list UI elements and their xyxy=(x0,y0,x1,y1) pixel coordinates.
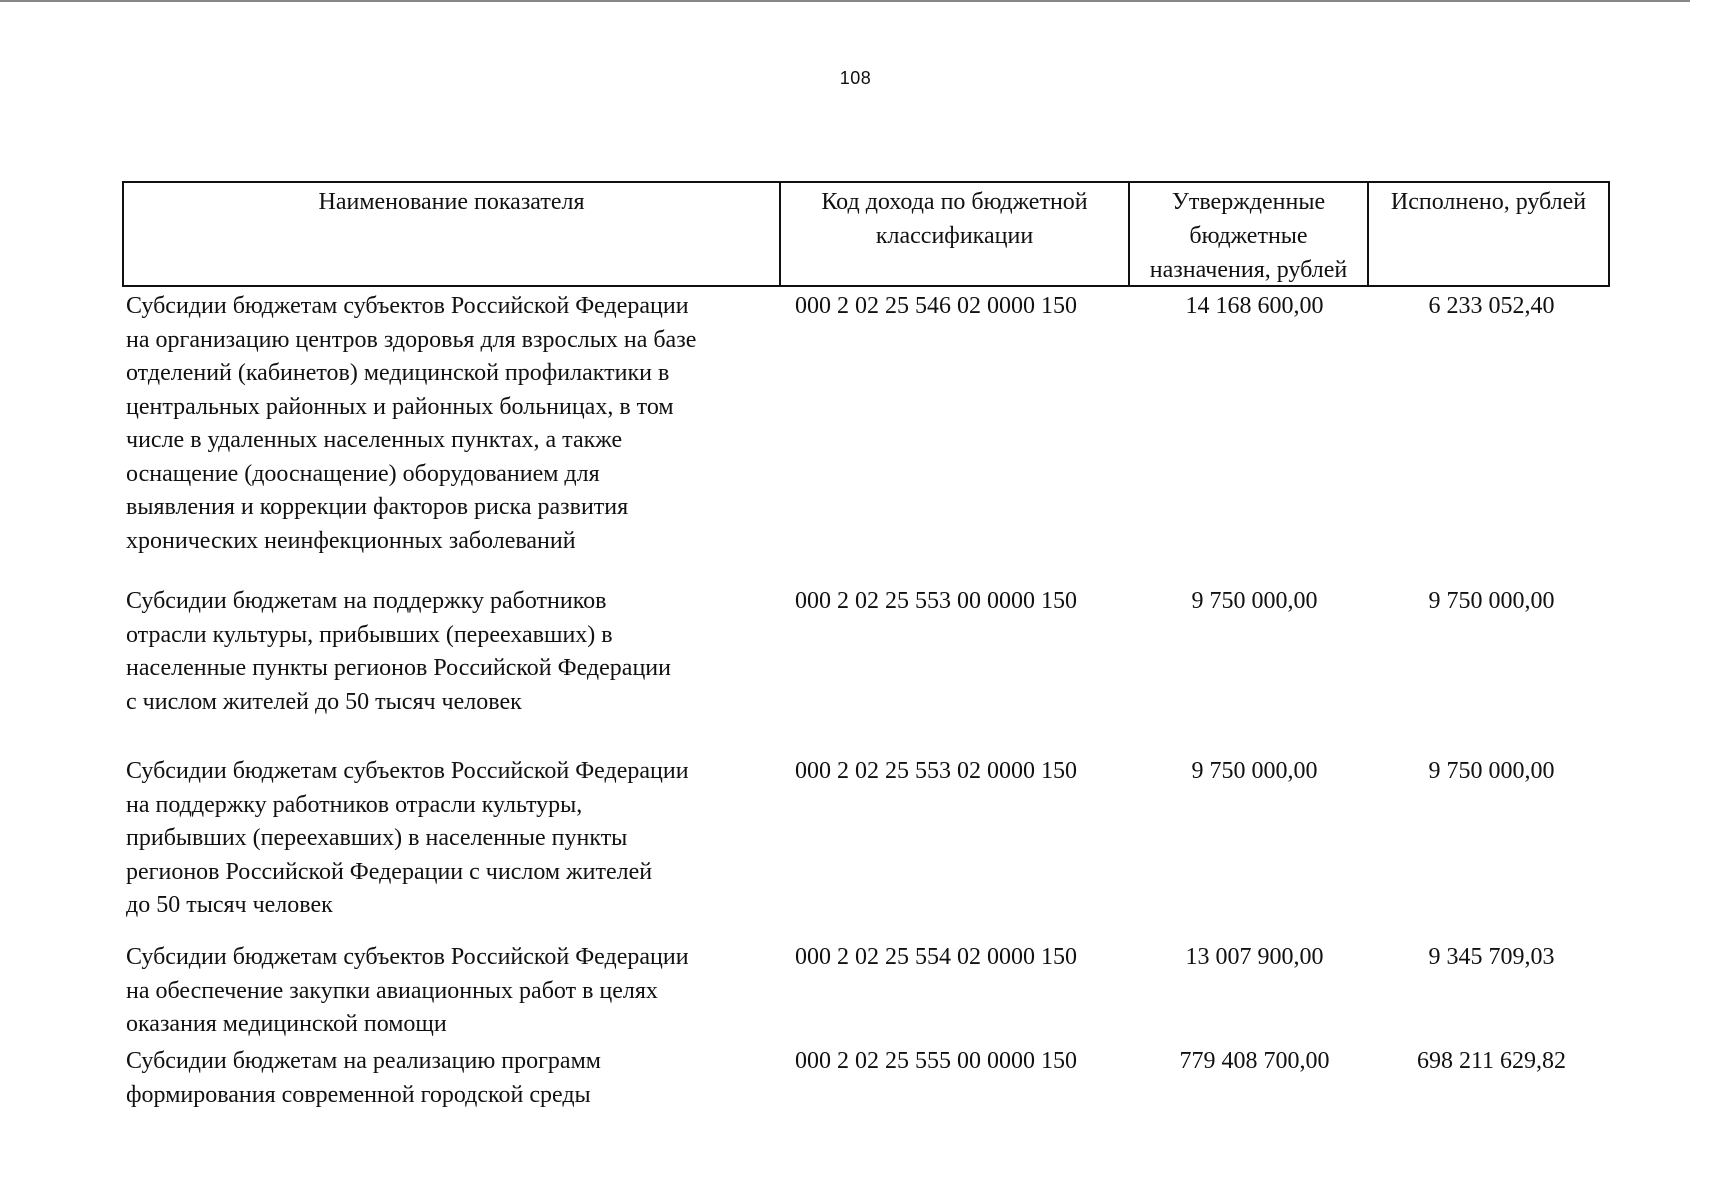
header-executed-cell xyxy=(1369,183,1608,285)
table-row xyxy=(126,941,1610,1045)
row-name-line: оказания медицинской помощи xyxy=(126,1011,447,1037)
table-row xyxy=(126,1045,1610,1115)
row-name-line: центральных районных и районных больницах, в том xyxy=(126,393,674,420)
row-name-line: на организацию центров здоровья для взрослых на базе xyxy=(126,326,697,353)
row-name-cell xyxy=(126,941,792,1045)
row-code-cell: 000 2 02 25 546 02 0000 150 xyxy=(795,293,1077,319)
table-row xyxy=(126,290,1610,585)
row-name-line: Субсидии бюджетам на поддержку работников xyxy=(126,588,607,614)
header-code-line: Код дохода по бюджетной xyxy=(821,189,1088,215)
row-name-line: Субсидии бюджетам субъектов Российской Федерации xyxy=(126,293,689,319)
row-code-cell: 000 2 02 25 554 02 0000 150 xyxy=(795,944,1077,970)
row-executed-cell: 6 233 052,40 xyxy=(1428,293,1555,319)
header-approved-line: назначения, рублей xyxy=(1149,257,1348,283)
header-code-cell xyxy=(781,183,1130,285)
row-name-line: хронических неинфекционных заболеваний xyxy=(126,527,576,554)
row-code-cell: 000 2 02 25 553 00 0000 150 xyxy=(795,588,1077,614)
row-executed-cell: 9 750 000,00 xyxy=(1428,758,1555,784)
row-executed-cell: 9 345 709,03 xyxy=(1428,944,1555,970)
row-name-line: Субсидии бюджетам субъектов Российской Федерации xyxy=(126,758,689,784)
table-row xyxy=(126,585,1610,755)
header-executed-line: Исполнено, рублей xyxy=(1390,189,1587,215)
page-top-edge xyxy=(0,0,1690,2)
row-name-line: формирования современной городской среды xyxy=(126,1081,591,1108)
row-name-line: регионов Российской Федерации с числом жителей xyxy=(126,858,653,885)
header-name-cell xyxy=(124,183,781,285)
row-name-line: отделений (кабинетов) медицинской профилактики в xyxy=(126,360,670,386)
row-name-line: до 50 тысяч человек xyxy=(126,892,333,918)
row-name-line: с числом жителей до 50 тысяч человек xyxy=(126,688,522,715)
row-name-cell xyxy=(126,290,792,585)
row-approved-cell: 13 007 900,00 xyxy=(1185,944,1324,970)
row-code-cell: 000 2 02 25 553 02 0000 150 xyxy=(795,758,1077,784)
row-name-line: на обеспечение закупки авиационных работ в целях xyxy=(126,977,658,1004)
page-number: 108 xyxy=(839,68,872,88)
header-code-line: классификации xyxy=(875,223,1034,249)
row-name-line: на поддержку работников отрасли культуры, xyxy=(126,791,583,818)
row-executed-cell: 9 750 000,00 xyxy=(1428,588,1555,614)
row-name-line: оснащение (дооснащение) оборудованием для xyxy=(126,460,600,487)
row-name-line: числе в удаленных населенных пунктах, а также xyxy=(126,427,623,453)
row-approved-cell: 14 168 600,00 xyxy=(1185,293,1324,319)
table-body xyxy=(126,290,1610,1115)
row-approved-cell: 779 408 700,00 xyxy=(1179,1048,1330,1074)
header-approved-line: бюджетные xyxy=(1189,223,1308,249)
row-name-cell xyxy=(126,1045,792,1115)
row-name-line: Субсидии бюджетам на реализацию программ xyxy=(126,1048,601,1074)
row-name-cell xyxy=(126,755,792,941)
table-row xyxy=(126,755,1610,941)
row-name-line: выявления и коррекции факторов риска развития xyxy=(126,494,629,520)
row-name-line: отрасли культуры, прибывших (переехавших) в xyxy=(126,621,613,648)
row-code-cell: 000 2 02 25 555 00 0000 150 xyxy=(795,1048,1077,1074)
row-executed-cell: 698 211 629,82 xyxy=(1416,1048,1567,1074)
row-name-line: населенные пункты регионов Российской Федерации xyxy=(126,655,671,681)
row-approved-cell: 9 750 000,00 xyxy=(1191,758,1318,784)
header-approved-line: Утвержденные xyxy=(1171,189,1326,215)
table-header xyxy=(122,181,1610,287)
header-approved-cell xyxy=(1130,183,1369,285)
row-name-line: Субсидии бюджетам субъектов Российской Федерации xyxy=(126,944,689,970)
row-approved-cell: 9 750 000,00 xyxy=(1191,588,1318,614)
header-name-line: Наименование показателя xyxy=(318,189,585,215)
row-name-line: прибывших (переехавших) в населенные пункты xyxy=(126,825,628,851)
row-name-cell xyxy=(126,585,792,755)
